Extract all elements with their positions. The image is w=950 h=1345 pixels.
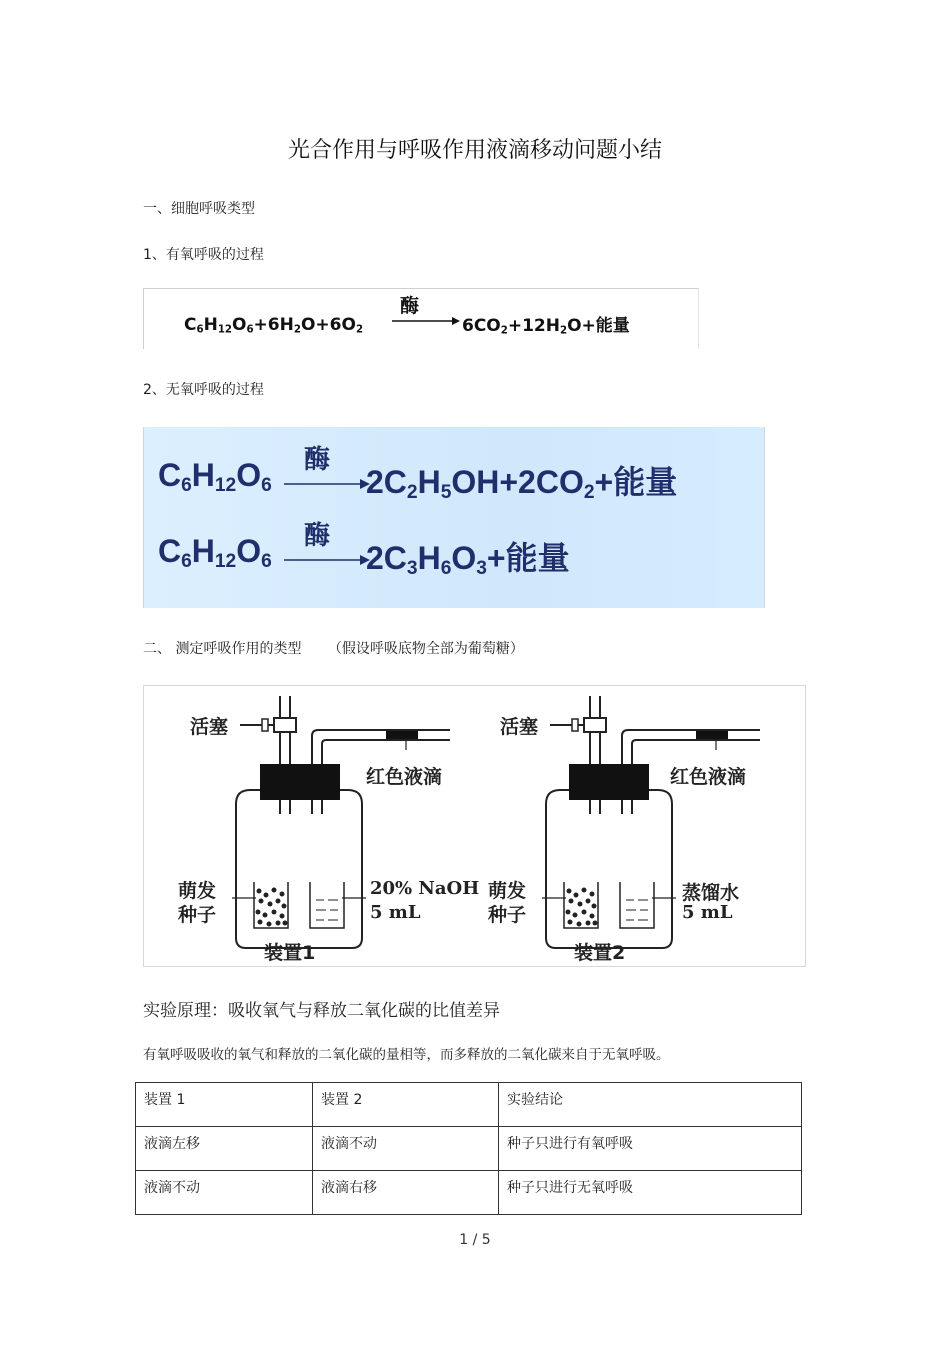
table-cell: 液滴左移 — [136, 1127, 313, 1171]
anaerobic-formula-image — [143, 427, 765, 608]
device2-seeds-line1: 萌发 — [488, 880, 527, 902]
device1-droplet-label: 红色液滴 — [366, 766, 443, 788]
table-header-cell: 装置 2 — [313, 1083, 499, 1127]
anaerobic-energy-label-1: 能量 — [613, 464, 678, 500]
page-title: 光合作用与呼吸作用液滴移动问题小结 — [287, 138, 662, 163]
subheading-anaerobic: 2、无氧呼吸的过程 — [143, 382, 264, 398]
table-header-row — [136, 1083, 802, 1127]
aerobic-arrow-icon — [392, 315, 460, 327]
aerobic-enzyme-label: 酶 — [400, 295, 420, 317]
apparatus-drawing — [144, 686, 805, 966]
device1-label: 装置1 — [264, 942, 316, 964]
results-table — [135, 1082, 802, 1215]
anaerobic-arrow-icon-1 — [284, 477, 370, 491]
table-cell: 种子只进行无氧呼吸 — [499, 1171, 802, 1215]
anaerobic-enzyme-label-2: 酶 — [304, 520, 331, 550]
section-2-title: 二、 测定呼吸作用的类型 — [143, 641, 302, 657]
anaerobic-reactant-2: $C_6H_{12}O_6$ — [158, 533, 272, 572]
device2-label: 装置2 — [574, 942, 626, 964]
experiment-principle: 实验原理：吸收氧气与释放二氧化碳的比值差异 — [143, 1001, 500, 1021]
aerobic-formula-image — [143, 288, 699, 349]
anaerobic-energy-label-2: 能量 — [505, 540, 570, 576]
device1-solution-line1: 20% NaOH — [370, 878, 480, 899]
table-cell: 种子只进行有氧呼吸 — [499, 1127, 802, 1171]
anaerobic-products-1: $2C_2H_5OH+2CO_2+$能量 — [366, 464, 678, 503]
page-number: 1 / 5 — [459, 1232, 491, 1248]
aerobic-reactants: $C_6H_{12}O_6+6H_2O+6O_2$ — [184, 315, 364, 336]
device1-seeds-line1: 萌发 — [178, 880, 217, 902]
device1-solution-line2: 5 mL — [370, 902, 421, 923]
device1-seeds-line2: 种子 — [178, 904, 217, 926]
section-heading-1: 一、细胞呼吸类型 — [143, 201, 255, 217]
principle-note: 有氧呼吸吸收的氧气和释放的二氧化碳的量相等，而多释放的二氧化碳来自于无氧呼吸。 — [143, 1047, 670, 1063]
aerobic-products: $6CO_2+12H_2O+$能量 — [462, 316, 630, 337]
device2-stopcock-label: 活塞 — [500, 716, 539, 738]
device1-stopcock-label: 活塞 — [190, 716, 229, 738]
aerobic-energy-label: 能量 — [595, 316, 630, 336]
table-cell: 液滴不动 — [136, 1171, 313, 1215]
subheading-aerobic: 1、有氧呼吸的过程 — [143, 247, 264, 263]
anaerobic-products-2: $2C_3H_6O_3+$能量 — [366, 540, 570, 579]
table-row — [136, 1171, 802, 1215]
anaerobic-reactant-1: $C_6H_{12}O_6$ — [158, 457, 272, 496]
device2-droplet-label: 红色液滴 — [670, 766, 747, 788]
table-header-cell: 实验结论 — [499, 1083, 802, 1127]
anaerobic-enzyme-label-1: 酶 — [304, 444, 331, 474]
device2-solution-line1: 蒸馏水 — [682, 882, 740, 904]
table-cell: 液滴右移 — [313, 1171, 499, 1215]
table-header-cell: 装置 1 — [136, 1083, 313, 1127]
device2-seeds-line2: 种子 — [488, 904, 527, 926]
device2-solution-line2: 5 mL — [682, 902, 733, 923]
apparatus-diagram — [143, 685, 806, 967]
section-2-hint: （假设呼吸底物全部为葡萄糖） — [327, 641, 524, 657]
section-heading-2 — [143, 638, 524, 658]
anaerobic-arrow-icon-2 — [284, 553, 370, 567]
table-row — [136, 1127, 802, 1171]
table-cell: 液滴不动 — [313, 1127, 499, 1171]
